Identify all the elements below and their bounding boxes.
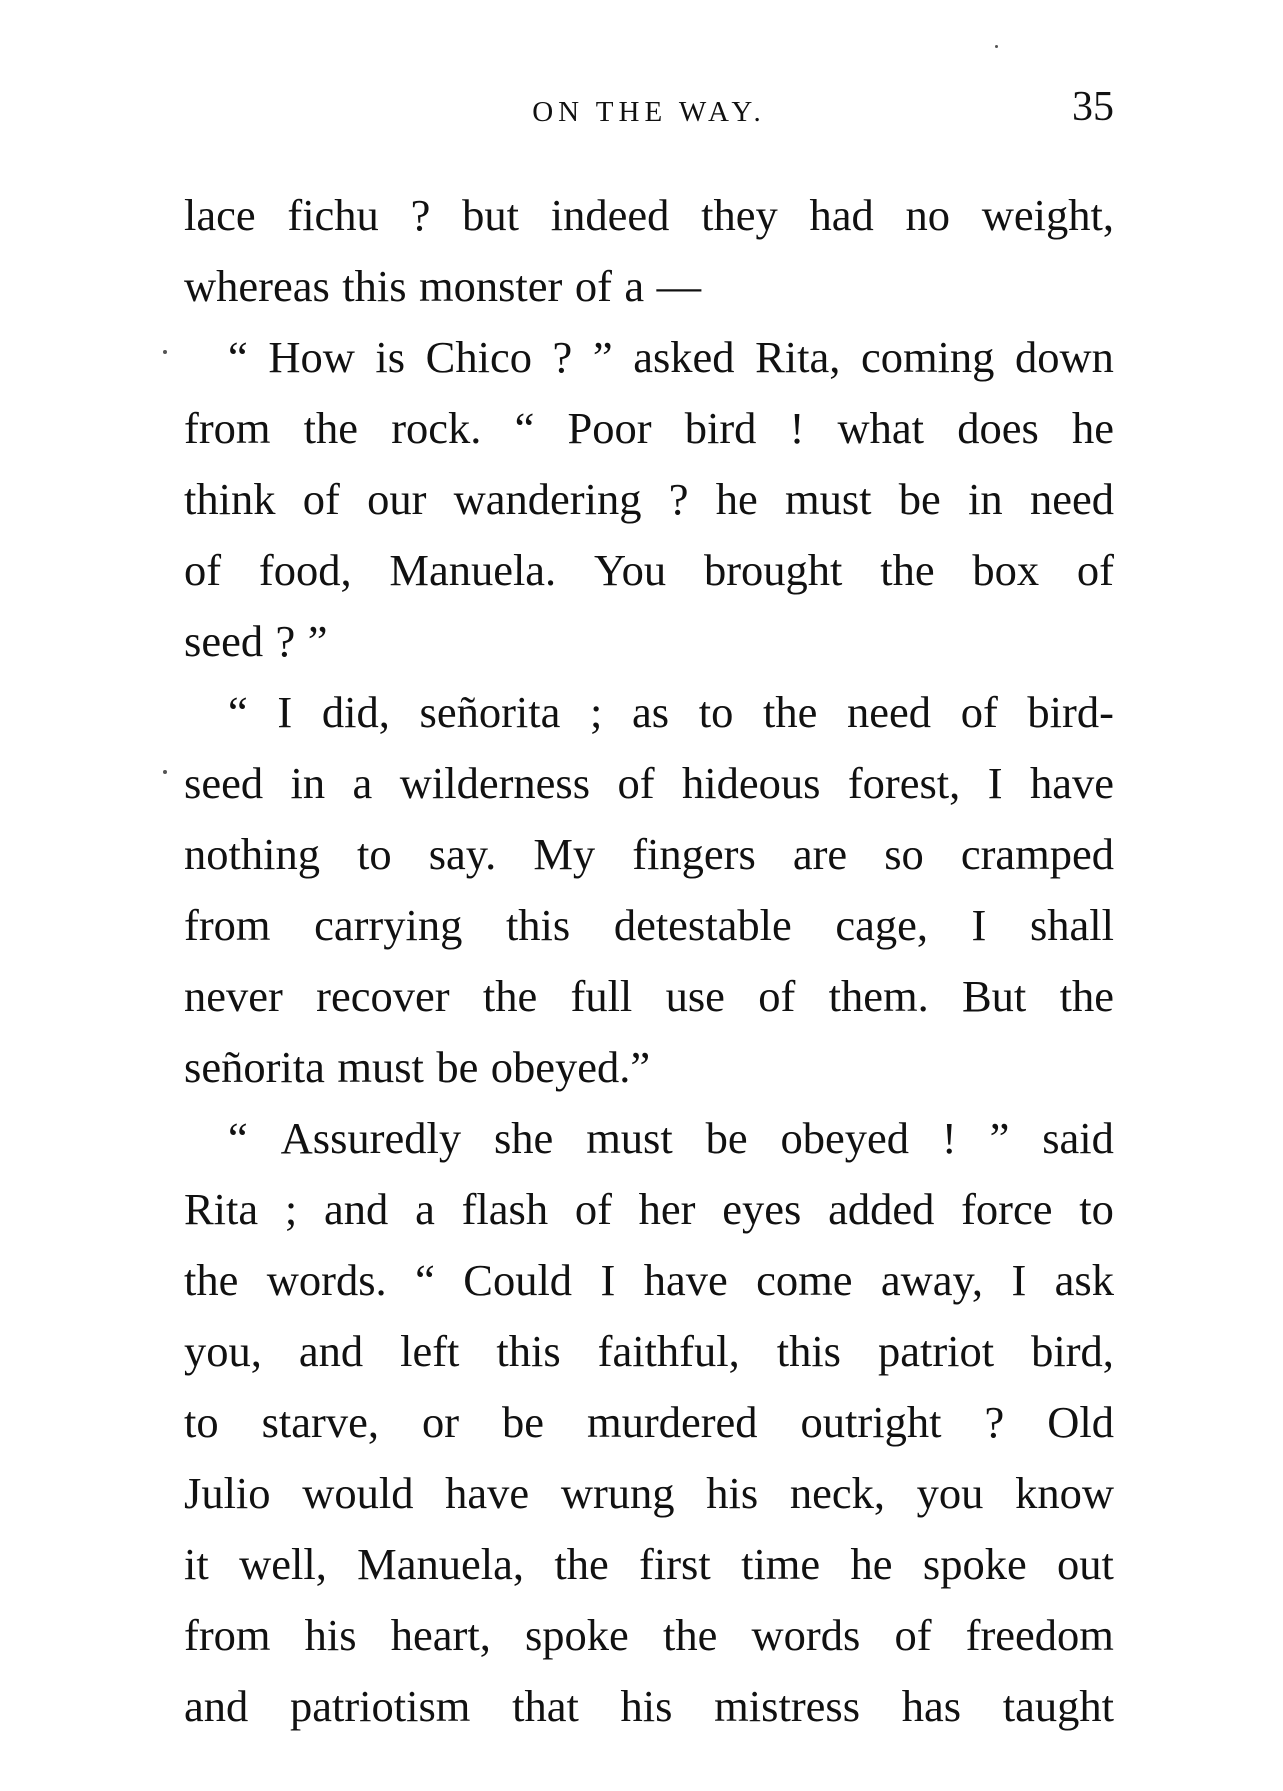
word: Julio [184,1468,271,1518]
text-line [184,890,1114,961]
word: You [593,545,667,595]
word: did, [321,687,390,737]
word: force [961,1184,1053,1234]
word: of [302,474,340,524]
word: bird- [1027,687,1114,737]
word: nothing [184,829,320,879]
word: rock. [391,403,482,453]
word: his [706,1468,759,1518]
word: señorita [419,687,561,737]
page-number: 35 [1072,84,1114,130]
word: ; [284,1184,298,1234]
word: “ [415,1255,435,1305]
word: the [554,1539,609,1589]
word: in [968,474,1003,524]
word: and [298,1326,364,1376]
word: Rita, [755,332,841,382]
word: this [496,1326,561,1376]
word: I [277,687,293,737]
word: ? [275,616,296,666]
word: bird [684,403,757,453]
word: down [1014,332,1114,382]
word: ? [984,1397,1005,1447]
word: of [960,687,998,737]
word: the [763,687,818,737]
word: but [462,190,519,240]
word: wrung [560,1468,675,1518]
word: coming [860,332,995,382]
word: is [375,332,406,382]
running-head [184,86,1114,146]
text-line [184,180,1114,251]
word: the [1059,971,1114,1021]
word: or [421,1397,460,1447]
word: this [342,261,407,311]
word: say. [428,829,497,879]
text-line [184,677,1114,748]
word: cage, [835,900,928,950]
word: would [302,1468,414,1518]
word: bird, [1031,1326,1114,1376]
word: brought [703,545,843,595]
word: use [665,971,725,1021]
word: the [184,1255,239,1305]
word: wilderness [399,758,591,808]
word: so [884,829,924,879]
word: ; [590,687,603,737]
word: he [715,474,758,524]
word: of [574,261,612,311]
word: from [184,403,271,453]
word: had [809,190,874,240]
word: need [1029,474,1114,524]
word: seed [184,758,264,808]
word: lace [184,190,256,240]
text-line [184,1671,1114,1742]
word: this [776,1326,841,1376]
word: from [184,1610,271,1660]
word: How [268,332,355,382]
word: mistress [714,1681,861,1731]
word: must [785,474,872,524]
word: to [1079,1184,1114,1234]
word: ” [307,616,328,666]
word: detestable [613,900,792,950]
word: I [987,758,1003,808]
word: monster [418,261,563,311]
word: have [643,1255,728,1305]
word: are [792,829,848,879]
word: obeyed [780,1113,910,1163]
word: wandering [453,474,642,524]
text-line [184,393,1114,464]
text-line [184,1032,1114,1103]
word: have [1029,758,1114,808]
text-line [184,1458,1114,1529]
word: shall [1029,900,1114,950]
word: to [184,1397,219,1447]
word: hideous [681,758,821,808]
word: you, [184,1326,262,1376]
word: of [1076,545,1114,595]
word: a [415,1184,435,1234]
word: a [352,758,373,808]
word: away, [880,1255,984,1305]
word: his [620,1681,673,1731]
word: must [586,1113,673,1163]
word: she [493,1113,554,1163]
word: added [828,1184,935,1234]
word: of [184,545,222,595]
word: be [898,474,941,524]
text-line [184,1174,1114,1245]
word: spoke [922,1539,1027,1589]
word: cramped [960,829,1114,879]
text-line [184,1316,1114,1387]
word: asked [633,332,735,382]
word: them. [828,971,929,1021]
word: weight, [981,190,1114,240]
word: to [698,687,734,737]
word: heart, [390,1610,491,1660]
word: fichu [287,190,379,240]
word: seed [184,616,264,666]
word: first [639,1539,711,1589]
word: neck, [789,1468,885,1518]
word: be [502,1397,545,1447]
text-line [184,748,1114,819]
word: taught [1002,1681,1114,1731]
word: box [972,545,1040,595]
word: ” [989,1113,1010,1163]
word: be [705,1113,748,1163]
text-line [184,535,1114,606]
word: I [600,1255,616,1305]
word: does [957,403,1039,453]
word: “ [228,1113,248,1163]
word: a [624,261,645,311]
word: come [756,1255,853,1305]
word: well, [239,1539,327,1589]
word: Old [1047,1397,1114,1447]
word: Assuredly [280,1113,462,1163]
word: of [617,758,655,808]
word: never [184,971,283,1021]
running-title: ON THE WAY. [532,96,766,128]
word: he [850,1539,893,1589]
word: out [1057,1539,1114,1589]
word: señorita [184,1042,325,1092]
word: of [894,1610,932,1660]
text-line [184,606,1114,677]
text-line [184,1245,1114,1316]
word: Manuela, [357,1539,524,1589]
word: ! [941,1113,957,1163]
word: whereas [184,261,330,311]
word: ? [668,474,689,524]
word: murdered [587,1397,758,1447]
word: faithful, [597,1326,740,1376]
body-text [184,180,1114,1742]
word: no [905,190,950,240]
word: of [758,971,796,1021]
word: carrying [314,900,463,950]
word: outright [800,1397,942,1447]
margin-speck [995,45,998,48]
text-line [184,1600,1114,1671]
word: freedom [965,1610,1114,1660]
text-line [184,322,1114,393]
word: Poor [567,403,652,453]
word: flash [461,1184,549,1234]
word: time [741,1539,821,1589]
word: and [184,1681,249,1731]
word: ” [592,332,613,382]
word: said [1042,1113,1114,1163]
word: ! [789,403,805,453]
word: “ [228,687,248,737]
text-line [184,961,1114,1032]
word: fingers [632,829,756,879]
word: starve, [261,1397,379,1447]
word: that [512,1681,579,1731]
word: food, [258,545,352,595]
word: recover [316,971,450,1021]
word: has [901,1681,962,1731]
word: think [184,474,276,524]
text-line [184,1103,1114,1174]
word: full [570,971,633,1021]
text-line [184,819,1114,890]
margin-speck [163,770,167,774]
word: forest, [847,758,961,808]
word: of [574,1184,612,1234]
word: I [971,900,987,950]
word: I [1011,1255,1027,1305]
word: and [324,1184,389,1234]
word: ? [552,332,573,382]
word: what [837,403,925,453]
word: But [962,971,1027,1021]
word: be [436,1042,479,1092]
word: indeed [550,190,670,240]
text-line [184,1529,1114,1600]
word: Could [463,1255,573,1305]
word: patriotism [289,1681,471,1731]
word: he [1071,403,1114,453]
word: the [482,971,538,1021]
word: it [184,1539,209,1589]
word: need [847,687,932,737]
word: you [916,1468,984,1518]
word: Manuela. [389,545,557,595]
word: they [701,190,778,240]
word: her [638,1184,696,1234]
word: “ [514,403,535,453]
word: obeyed.” [490,1042,651,1092]
word: words. [266,1255,387,1305]
word: ? [410,190,431,240]
word: words [751,1610,861,1660]
word: spoke [524,1610,629,1660]
word: know [1015,1468,1114,1518]
word: the [303,403,359,453]
word: “ [228,332,248,382]
word: to [357,829,392,879]
word: must [337,1042,424,1092]
text-line [184,251,1114,322]
margin-speck [163,350,167,354]
word: My [533,829,596,879]
word: patriot [877,1326,995,1376]
word: the [880,545,935,595]
word: as [632,687,670,737]
word: the [662,1610,718,1660]
word: have [445,1468,530,1518]
text-line [184,464,1114,535]
word: Chico [425,332,532,382]
text-line [184,1387,1114,1458]
word: our [367,474,427,524]
word: in [290,758,326,808]
word: eyes [722,1184,802,1234]
word: left [400,1326,460,1376]
word: from [184,900,271,950]
word: ask [1054,1255,1114,1305]
word: — [656,261,702,311]
word: this [505,900,571,950]
word: his [304,1610,357,1660]
word: Rita [184,1184,259,1234]
